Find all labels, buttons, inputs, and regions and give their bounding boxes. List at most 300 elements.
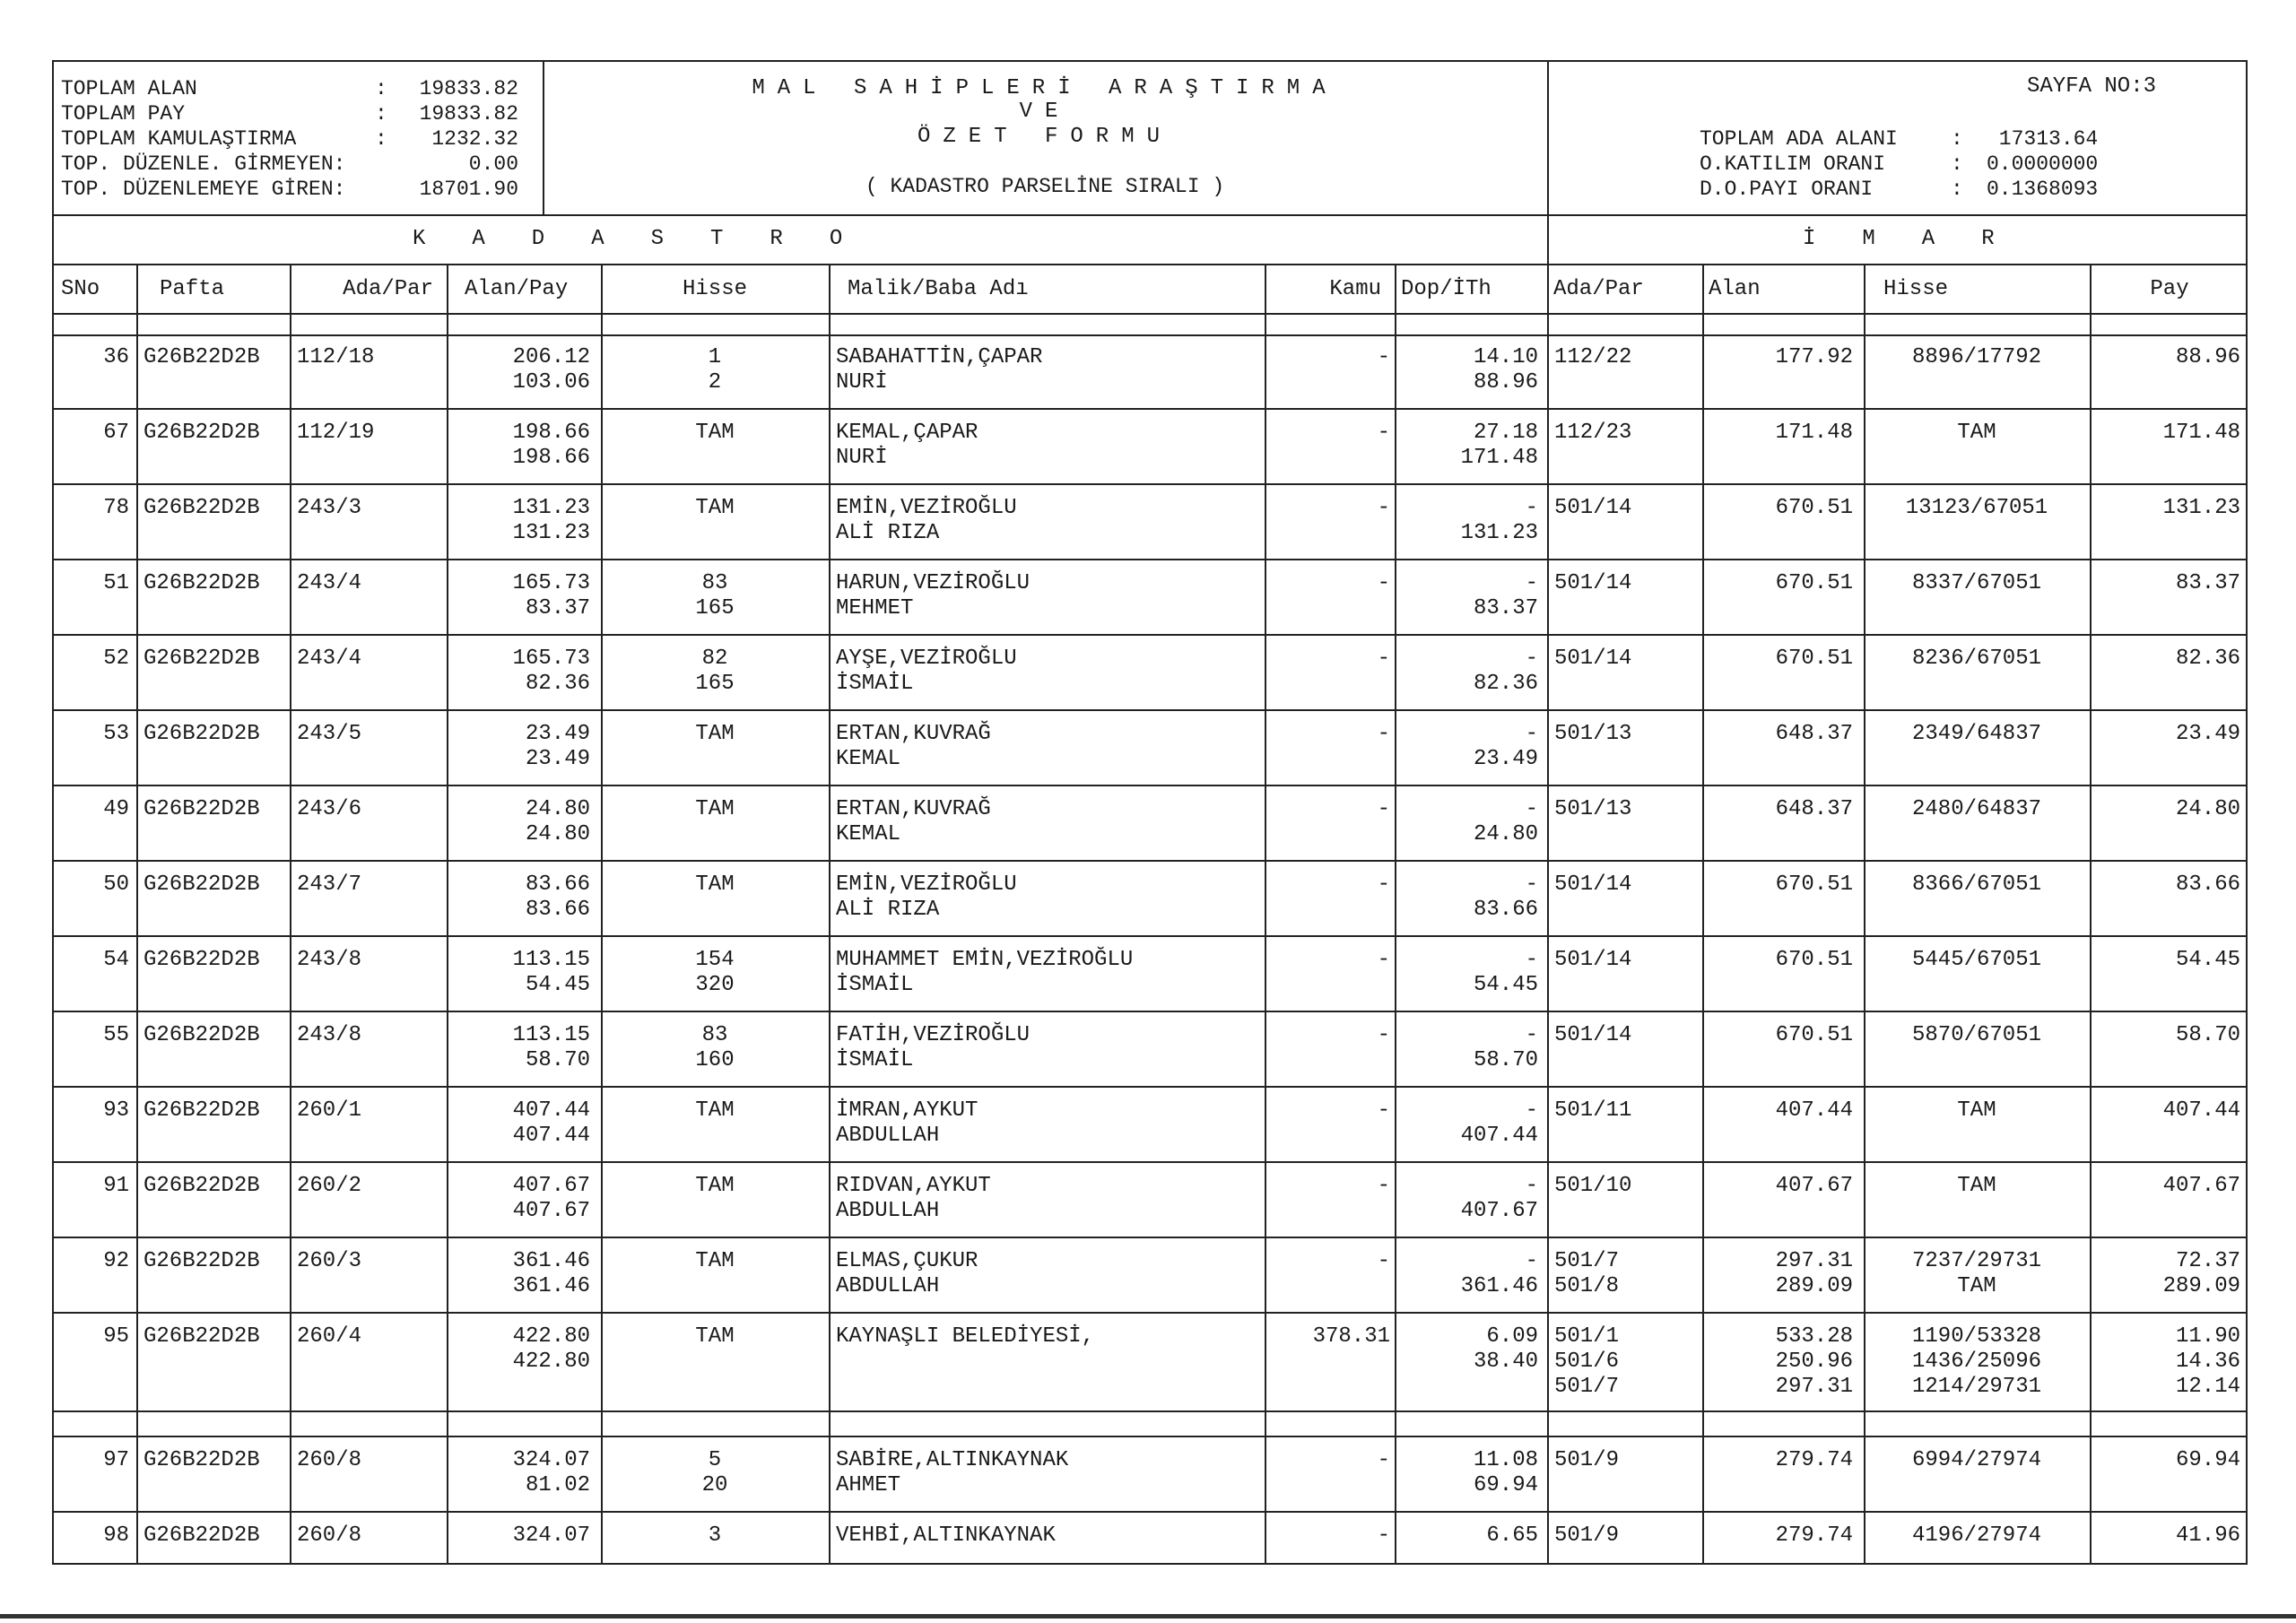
summary-right-row	[1700, 126, 2112, 152]
cell-alanpay: 131.23 131.23	[512, 496, 590, 545]
summary-label: TOP. DÜZENLEMEYE GİREN:	[61, 178, 346, 201]
cell-i-pay: 54.45	[2175, 948, 2240, 972]
cell-pafta: G26B22D2B	[144, 1324, 260, 1349]
col-header-malik: Malik/Baba Adı	[848, 277, 1029, 301]
cell-malik: FATİH,VEZİROĞLU İSMAİL	[836, 1023, 1031, 1072]
column-divider	[136, 1437, 138, 1511]
cell-kamu: -	[1377, 1023, 1390, 1047]
column-divider	[829, 560, 831, 634]
cell-dop: - 83.66	[1473, 872, 1538, 922]
cell-dop: 6.09 38.40	[1473, 1324, 1538, 1374]
cell-sno: 50	[103, 872, 129, 897]
cell-pafta: G26B22D2B	[144, 345, 260, 369]
cell-hisse: TAM	[695, 1324, 735, 1349]
column-divider	[447, 1412, 448, 1436]
summary-right-row	[1700, 177, 2112, 202]
cell-pafta: G26B22D2B	[144, 1523, 260, 1548]
summary-sep: :	[375, 77, 387, 100]
cell-hisse: TAM	[695, 1098, 735, 1123]
cell-i-hisse: 5445/67051	[1911, 948, 2042, 972]
cell-i-pay: 69.94	[2175, 1448, 2240, 1472]
summary-left-row	[61, 152, 518, 177]
cell-i-adapar: 501/14	[1554, 571, 1632, 595]
cell-alanpay: 407.67 407.67	[512, 1174, 590, 1223]
column-divider	[829, 1012, 831, 1086]
cell-malik: SABİRE,ALTINKAYNAK AHMET	[836, 1448, 1069, 1497]
cell-i-alan: 171.48	[1775, 421, 1853, 445]
cell-kamu: -	[1377, 1249, 1390, 1273]
cell-i-alan: 670.51	[1775, 496, 1853, 520]
column-divider	[1547, 334, 1549, 408]
cell-i-hisse: TAM	[1957, 421, 1996, 445]
column-divider	[136, 711, 138, 785]
cell-sno: 97	[103, 1448, 129, 1472]
table-row	[54, 636, 2246, 711]
column-divider	[1547, 1163, 1549, 1237]
column-divider	[290, 636, 291, 709]
cell-pafta: G26B22D2B	[144, 1174, 260, 1198]
cell-alanpay: 361.46 361.46	[512, 1249, 590, 1298]
column-divider	[829, 636, 831, 709]
cell-alanpay: 198.66 198.66	[512, 421, 590, 470]
column-divider	[1547, 1412, 1549, 1436]
cell-alanpay: 407.44 407.44	[512, 1098, 590, 1148]
cell-i-adapar: 501/9	[1554, 1448, 1620, 1472]
cell-alanpay: 422.80 422.80	[512, 1324, 590, 1374]
column-divider	[829, 1238, 831, 1312]
cell-sno: 91	[103, 1174, 129, 1198]
summary-label: D.O.PAYI ORANI	[1700, 178, 1874, 201]
cell-i-pay: 23.49	[2175, 722, 2240, 746]
cell-i-hisse: 8366/67051	[1911, 872, 2042, 897]
column-divider	[829, 1437, 831, 1511]
table-row	[54, 937, 2246, 1012]
cell-hisse: TAM	[695, 1249, 735, 1273]
cell-kamu: 378.31	[1312, 1324, 1390, 1349]
cell-malik: ELMAS,ÇUKUR ABDULLAH	[836, 1249, 978, 1298]
cell-i-alan: 279.74	[1775, 1523, 1853, 1548]
cell-pafta: G26B22D2B	[144, 496, 260, 520]
cell-sno: 49	[103, 797, 129, 821]
cell-adapar: 112/19	[297, 421, 375, 445]
summary-value: 0.00	[468, 152, 518, 176]
summary-label: TOP. DÜZENLE. GİRMEYEN:	[61, 152, 346, 176]
summary-sep: :	[1951, 178, 1963, 201]
cell-hisse: 83 160	[695, 1023, 735, 1072]
table-row	[54, 1513, 2246, 1565]
cell-i-alan: 670.51	[1775, 948, 1853, 972]
cell-dop: - 24.80	[1473, 797, 1538, 846]
cell-sno: 67	[103, 421, 129, 445]
column-divider	[601, 1412, 603, 1436]
cell-alanpay: 83.66 83.66	[525, 872, 590, 922]
cell-alanpay: 324.07	[512, 1523, 590, 1548]
cell-adapar: 243/8	[297, 1023, 362, 1047]
summary-value: 0.1368093	[1987, 178, 2099, 201]
column-divider	[829, 410, 831, 483]
cell-kamu: -	[1377, 421, 1390, 445]
column-divider	[136, 1412, 138, 1436]
cell-i-pay: 41.96	[2175, 1523, 2240, 1548]
cell-hisse: 82 165	[695, 647, 735, 696]
summary-value: 19833.82	[419, 102, 518, 126]
cell-i-hisse: TAM	[1957, 1098, 1996, 1123]
cell-kamu: -	[1377, 797, 1390, 821]
table-row	[54, 1314, 2246, 1412]
cell-sno: 92	[103, 1249, 129, 1273]
cell-kamu: -	[1377, 948, 1390, 972]
cell-adapar: 243/8	[297, 948, 362, 972]
cell-i-hisse: 5870/67051	[1911, 1023, 2042, 1047]
column-divider	[136, 786, 138, 860]
summary-sep: :	[375, 127, 387, 151]
column-divider	[290, 560, 291, 634]
cell-hisse: TAM	[695, 1174, 735, 1198]
cell-adapar: 260/8	[297, 1448, 362, 1472]
col-header-dop: Dop/İTh	[1401, 277, 1492, 301]
cell-i-hisse: 1190/53328 1436/25096 1214/29731	[1911, 1324, 2042, 1399]
cell-pafta: G26B22D2B	[144, 797, 260, 821]
column-divider	[290, 1314, 291, 1410]
cell-kamu: -	[1377, 496, 1390, 520]
cell-i-adapar: 501/14	[1554, 647, 1632, 671]
cell-hisse: TAM	[695, 797, 735, 821]
column-divider	[290, 1163, 291, 1237]
col-header-sno: SNo	[61, 277, 100, 301]
column-divider	[136, 1238, 138, 1312]
cell-i-hisse: TAM	[1957, 1174, 1996, 1198]
column-divider	[829, 1513, 831, 1563]
summary-left-row	[61, 76, 518, 101]
col-header-kamu: Kamu	[1329, 277, 1381, 301]
form-header	[54, 62, 2246, 216]
column-headers	[54, 264, 2246, 315]
table-row	[54, 1437, 2246, 1513]
cell-i-hisse: 8337/67051	[1911, 571, 2042, 595]
cell-i-pay: 171.48	[2162, 421, 2240, 445]
column-divider	[290, 937, 291, 1011]
column-divider	[290, 1088, 291, 1161]
column-divider	[1547, 937, 1549, 1011]
column-divider	[136, 1163, 138, 1237]
cell-i-pay: 24.80	[2175, 797, 2240, 821]
cell-dop: - 82.36	[1473, 647, 1538, 696]
cell-kamu: -	[1377, 647, 1390, 671]
cell-i-adapar: 501/13	[1554, 722, 1632, 746]
column-divider	[829, 786, 831, 860]
cell-adapar: 243/4	[297, 571, 362, 595]
cell-i-pay: 83.66	[2175, 872, 2240, 897]
column-divider	[1547, 636, 1549, 709]
column-divider	[136, 1088, 138, 1161]
cell-i-hisse: 2349/64837	[1911, 722, 2042, 746]
cell-malik: KEMAL,ÇAPAR NURİ	[836, 421, 978, 470]
cell-pafta: G26B22D2B	[144, 1023, 260, 1047]
column-divider	[136, 560, 138, 634]
summary-label: O.KATILIM ORANI	[1700, 152, 1886, 176]
cell-sno: 93	[103, 1098, 129, 1123]
cell-i-pay: 58.70	[2175, 1023, 2240, 1047]
column-divider	[136, 636, 138, 709]
summary-sep: :	[1951, 127, 1963, 151]
table-row	[54, 1012, 2246, 1088]
column-divider	[136, 1012, 138, 1086]
column-divider	[1547, 786, 1549, 860]
cell-i-hisse: 8236/67051	[1911, 647, 2042, 671]
cell-i-alan: 407.44	[1775, 1098, 1853, 1123]
form-frame	[52, 60, 2248, 1565]
cell-adapar: 243/5	[297, 722, 362, 746]
cell-alanpay: 324.07 81.02	[512, 1448, 590, 1497]
cell-i-adapar: 112/22	[1554, 345, 1632, 369]
form-title: MAL SAHİPLERİ ARAŞTIRMA	[752, 76, 1338, 100]
summary-value: 19833.82	[419, 77, 518, 100]
column-divider	[290, 1012, 291, 1086]
table-row	[54, 560, 2246, 636]
cell-i-hisse: 7237/29731 TAM	[1911, 1249, 2042, 1298]
table-row	[54, 862, 2246, 937]
summary-left-row	[61, 177, 518, 202]
cell-pafta: G26B22D2B	[144, 1098, 260, 1123]
cell-kamu: -	[1377, 571, 1390, 595]
column-divider	[136, 485, 138, 559]
cell-kamu: -	[1377, 1523, 1390, 1548]
column-divider	[2090, 1412, 2092, 1436]
col-header-imar-hisse: Hisse	[1883, 277, 1949, 301]
col-header-imar-pay: Pay	[2150, 277, 2189, 301]
cell-i-adapar: 501/11	[1554, 1098, 1632, 1123]
column-divider	[290, 862, 291, 935]
table-row	[54, 1412, 2246, 1437]
column-divider	[829, 711, 831, 785]
form-title-conj: VE	[1019, 100, 1071, 124]
cell-hisse: 154 320	[695, 948, 735, 997]
cell-dop: - 54.45	[1473, 948, 1538, 997]
cell-alanpay: 113.15 58.70	[512, 1023, 590, 1072]
cell-i-adapar: 501/14	[1554, 948, 1632, 972]
cell-i-pay: 72.37 289.09	[2162, 1249, 2240, 1298]
cell-pafta: G26B22D2B	[144, 421, 260, 445]
cell-kamu: -	[1377, 1098, 1390, 1123]
table-row	[54, 786, 2246, 862]
cell-i-adapar: 501/13	[1554, 797, 1632, 821]
col-header-pafta: Pafta	[160, 277, 225, 301]
cell-malik: KAYNAŞLI BELEDİYESİ,	[836, 1324, 1095, 1349]
column-divider	[136, 862, 138, 935]
cell-i-adapar: 501/14	[1554, 872, 1632, 897]
cell-malik: SABAHATTİN,ÇAPAR NURİ	[836, 345, 1043, 395]
summary-value: 1232.32	[431, 127, 518, 151]
cell-i-alan: 279.74	[1775, 1448, 1853, 1472]
cell-sno: 78	[103, 496, 129, 520]
column-divider	[1547, 560, 1549, 634]
cell-i-adapar: 112/23	[1554, 421, 1632, 445]
table-row	[54, 1088, 2246, 1163]
cell-adapar: 260/2	[297, 1174, 362, 1198]
cell-kamu: -	[1377, 1174, 1390, 1198]
column-divider	[829, 1314, 831, 1410]
col-header-imar-adapar: Ada/Par	[1553, 277, 1644, 301]
column-divider	[829, 334, 831, 408]
cell-dop: - 407.67	[1460, 1174, 1538, 1223]
cell-i-alan: 670.51	[1775, 571, 1853, 595]
cell-i-alan: 648.37	[1775, 722, 1853, 746]
column-divider	[1547, 1012, 1549, 1086]
cell-i-pay: 407.67	[2162, 1174, 2240, 1198]
col-header-adapar: Ada/Par	[343, 277, 433, 301]
column-divider	[136, 334, 138, 408]
summary-left-row	[61, 126, 518, 152]
cell-pafta: G26B22D2B	[144, 722, 260, 746]
cell-pafta: G26B22D2B	[144, 1249, 260, 1273]
cell-malik: AYŞE,VEZİROĞLU İSMAİL	[836, 647, 1017, 696]
cell-i-adapar: 501/7 501/8	[1554, 1249, 1620, 1298]
cell-alanpay: 23.49 23.49	[525, 722, 590, 771]
column-divider	[290, 711, 291, 785]
column-divider	[1265, 1412, 1266, 1436]
cell-sno: 55	[103, 1023, 129, 1047]
kadastro-band-label: KADASTRO	[413, 227, 890, 251]
summary-label: TOPLAM PAY	[61, 102, 186, 126]
cell-kamu: -	[1377, 722, 1390, 746]
column-divider	[829, 937, 831, 1011]
col-header-alanpay: Alan/Pay	[465, 277, 569, 301]
cell-i-alan: 297.31 289.09	[1775, 1249, 1853, 1298]
column-divider	[1864, 1412, 1866, 1436]
cell-pafta: G26B22D2B	[144, 647, 260, 671]
cell-dop: 11.08 69.94	[1473, 1448, 1538, 1497]
column-divider	[1547, 1437, 1549, 1511]
cell-adapar: 112/18	[297, 345, 375, 369]
column-divider	[290, 1437, 291, 1511]
cell-i-pay: 407.44	[2162, 1098, 2240, 1123]
column-divider	[1702, 1412, 1704, 1436]
cell-malik: VEHBİ,ALTINKAYNAK	[836, 1523, 1056, 1548]
cell-i-alan: 177.92	[1775, 345, 1853, 369]
cell-hisse: 1 2	[708, 345, 722, 395]
cell-i-alan: 648.37	[1775, 797, 1853, 821]
cell-i-pay: 82.36	[2175, 647, 2240, 671]
column-divider	[290, 786, 291, 860]
column-divider	[829, 862, 831, 935]
cell-i-hisse: 4196/27974	[1911, 1523, 2042, 1548]
cell-sno: 95	[103, 1324, 129, 1349]
page-number: SAYFA NO:3	[2026, 74, 2156, 99]
cell-sno: 52	[103, 647, 129, 671]
column-divider	[829, 1163, 831, 1237]
column-divider	[290, 334, 291, 408]
form-subtitle: ÖZET FORMU	[917, 125, 1173, 149]
cell-i-hisse: 8896/17792	[1911, 345, 2042, 369]
column-divider	[290, 1238, 291, 1312]
cell-i-adapar: 501/14	[1554, 496, 1632, 520]
column-divider	[829, 485, 831, 559]
col-header-imar-alan: Alan	[1709, 277, 1761, 301]
cell-kamu: -	[1377, 1448, 1390, 1472]
cell-adapar: 260/8	[297, 1523, 362, 1548]
page-bottom-rule	[0, 1614, 2296, 1619]
column-divider	[1547, 410, 1549, 483]
cell-hisse: 83 165	[695, 571, 735, 621]
column-divider	[290, 410, 291, 483]
cell-i-hisse: 6994/27974	[1911, 1448, 2042, 1472]
column-divider	[1547, 711, 1549, 785]
cell-i-pay: 83.37	[2175, 571, 2240, 595]
cell-dop: 27.18 171.48	[1460, 421, 1538, 470]
cell-sno: 54	[103, 948, 129, 972]
cell-malik: RIDVAN,AYKUT ABDULLAH	[836, 1174, 991, 1223]
cell-i-pay: 131.23	[2162, 496, 2240, 520]
summary-left-row	[61, 101, 518, 126]
cell-malik: ERTAN,KUVRAĞ KEMAL	[836, 722, 991, 771]
col-header-hisse: Hisse	[682, 277, 747, 301]
cell-adapar: 243/7	[297, 872, 362, 897]
cell-dop: - 131.23	[1460, 496, 1538, 545]
column-divider	[1547, 1238, 1549, 1312]
table-row	[54, 711, 2246, 786]
cell-alanpay: 24.80 24.80	[525, 797, 590, 846]
cell-kamu: -	[1377, 872, 1390, 897]
cell-alanpay: 165.73 82.36	[512, 647, 590, 696]
column-divider	[136, 1513, 138, 1563]
cell-malik: İMRAN,AYKUT ABDULLAH	[836, 1098, 978, 1148]
cell-hisse: TAM	[695, 722, 735, 746]
summary-sep: :	[375, 102, 387, 126]
cell-alanpay: 206.12 103.06	[512, 345, 590, 395]
cell-i-adapar: 501/9	[1554, 1523, 1620, 1548]
cell-i-adapar: 501/10	[1554, 1174, 1632, 1198]
cell-malik: EMİN,VEZİROĞLU ALİ RIZA	[836, 872, 1017, 922]
cell-i-alan: 533.28 250.96 297.31	[1775, 1324, 1853, 1399]
column-divider	[1547, 1088, 1549, 1161]
column-divider	[829, 1412, 831, 1436]
column-divider	[136, 937, 138, 1011]
cell-adapar: 243/3	[297, 496, 362, 520]
cell-dop: - 407.44	[1460, 1098, 1538, 1148]
cell-pafta: G26B22D2B	[144, 1448, 260, 1472]
cell-sno: 53	[103, 722, 129, 746]
column-divider	[1547, 1513, 1549, 1563]
divider	[1547, 214, 1549, 264]
column-divider	[1547, 862, 1549, 935]
cell-i-pay: 88.96	[2175, 345, 2240, 369]
cell-dop: 14.10 88.96	[1473, 345, 1538, 395]
cell-dop: - 361.46	[1460, 1249, 1538, 1298]
cell-malik: HARUN,VEZİROĞLU MEHMET	[836, 571, 1031, 621]
column-divider	[290, 485, 291, 559]
cell-i-adapar: 501/14	[1554, 1023, 1632, 1047]
cell-alanpay: 113.15 54.45	[512, 948, 590, 997]
column-divider	[1395, 1412, 1396, 1436]
column-divider	[1547, 485, 1549, 559]
table-row	[54, 334, 2246, 410]
summary-label: TOPLAM ALAN	[61, 77, 197, 100]
imar-band-label: İMAR	[1803, 227, 2041, 251]
column-divider	[136, 1314, 138, 1410]
cell-hisse: 3	[708, 1523, 722, 1548]
table-row	[54, 1163, 2246, 1238]
summary-label: TOPLAM ADA ALANI	[1700, 127, 1898, 151]
cell-hisse: TAM	[695, 496, 735, 520]
column-divider	[290, 1412, 291, 1436]
cell-sno: 51	[103, 571, 129, 595]
cell-malik: ERTAN,KUVRAĞ KEMAL	[836, 797, 991, 846]
summary-value: 18701.90	[419, 178, 518, 201]
column-divider	[290, 1513, 291, 1563]
cell-pafta: G26B22D2B	[144, 872, 260, 897]
summary-right-row	[1700, 152, 2112, 177]
cell-pafta: G26B22D2B	[144, 571, 260, 595]
